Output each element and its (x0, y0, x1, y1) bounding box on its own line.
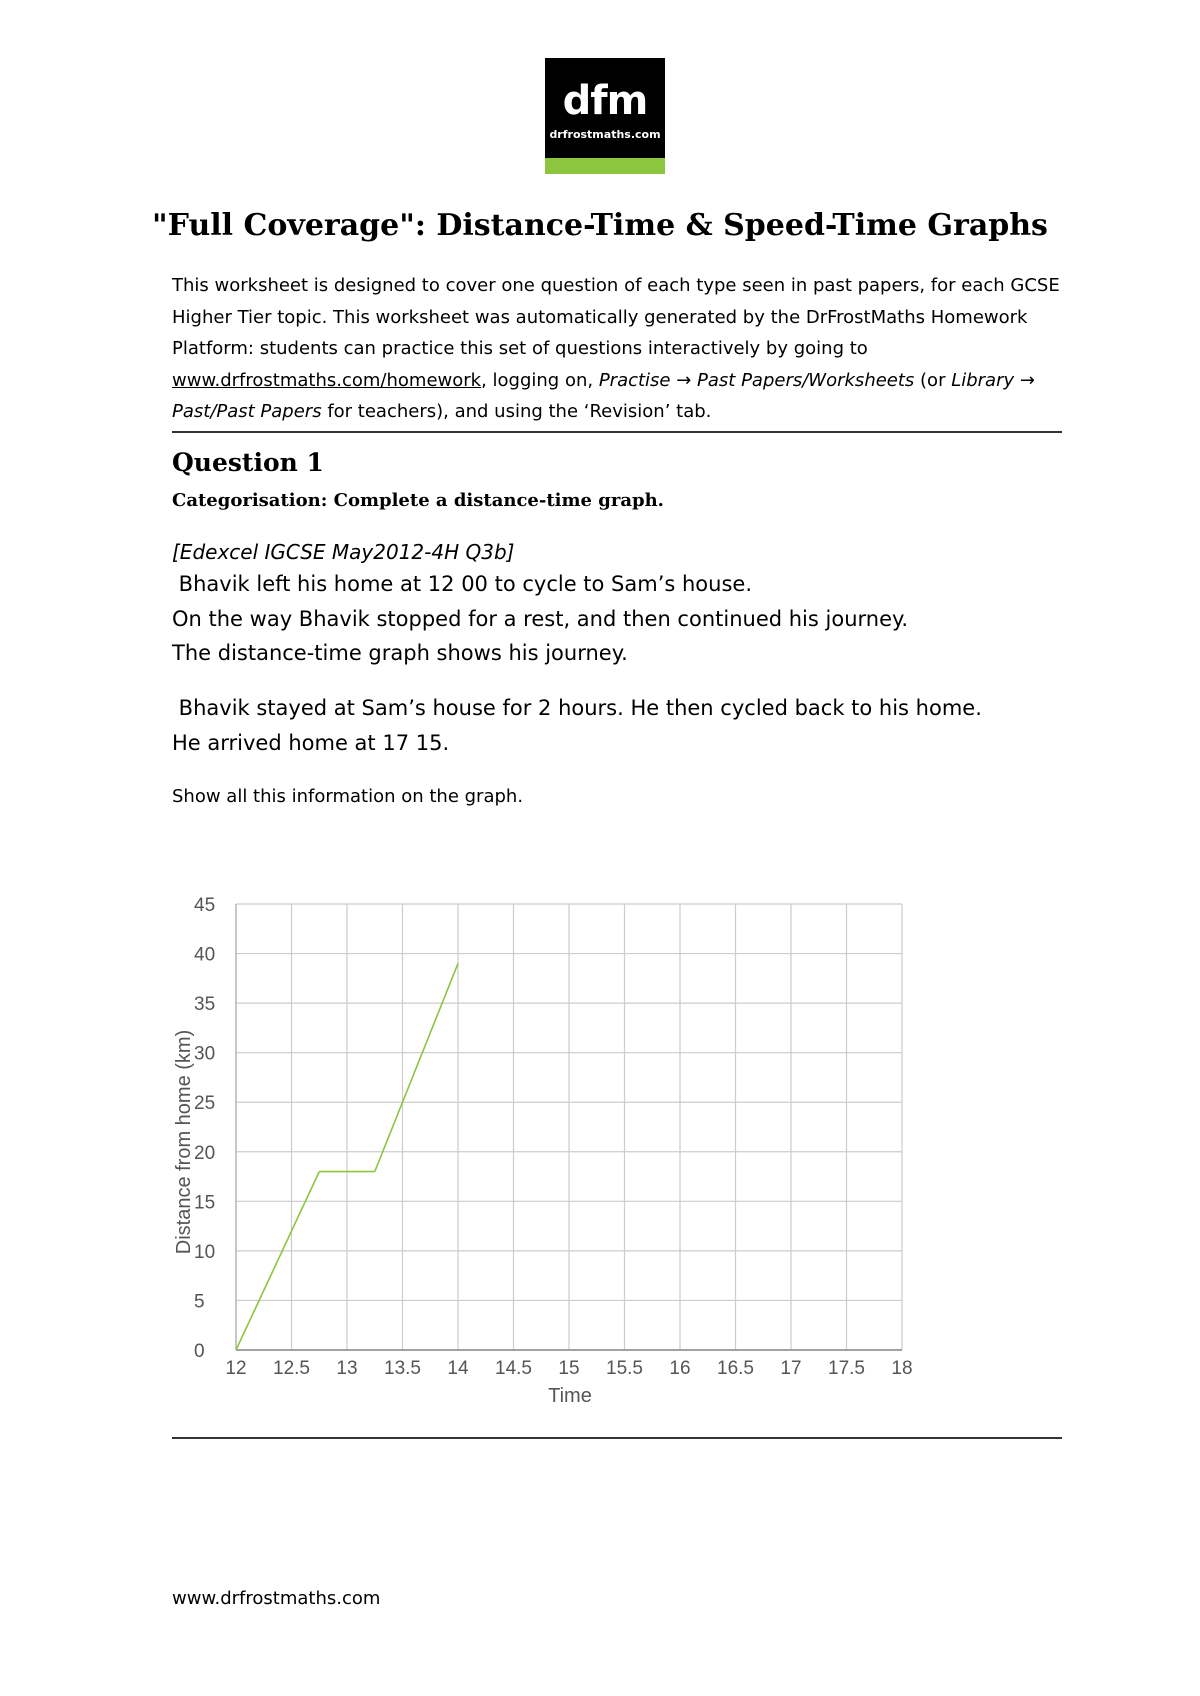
intro-text-4: for teachers), and using the ‘Revision’ tab. (321, 401, 712, 422)
intro-nav-practise: Practise → Past Papers/Worksheets (598, 369, 915, 391)
x-tick-label: 13 (336, 1358, 358, 1379)
series-segment (375, 963, 458, 1171)
y-tick-labels (194, 895, 215, 1362)
question-line: He arrived home at 17 15. (172, 730, 450, 755)
question-source: [Edexcel IGCSE May2012-4H Q3b] (172, 540, 515, 564)
intro-text-1: This worksheet is designed to cover one question of each type seen in past papers, for each GCSE Higher Tier topic. This worksheet was automatically generated by the DrFrostMaths Homework Platform: students can practice this set of questions interactively by going to (172, 275, 1060, 359)
x-tick-label: 15 (558, 1358, 580, 1379)
y-tick-label: 45 (194, 895, 216, 916)
question-line: The distance-time graph shows his journey. (172, 641, 628, 665)
y-tick-label: 5 (194, 1291, 205, 1313)
question-body-2 (172, 691, 982, 760)
x-tick-label: 14 (447, 1358, 469, 1379)
x-tick-label: 16 (669, 1358, 691, 1379)
question-line: Bhavik stayed at Sam’s house for 2 hours. He then cycled back to his home. (172, 696, 982, 720)
intro-text-2: , logging on, (481, 369, 599, 391)
x-tick-label: 17 (780, 1358, 802, 1379)
question-body-1 (172, 567, 908, 671)
y-tick-label: 20 (194, 1142, 216, 1164)
x-tick-labels (225, 1358, 912, 1379)
divider-bottom (172, 1437, 1062, 1439)
divider-top (172, 431, 1062, 433)
intro-nav-library: Library → Past/Past Papers (172, 369, 1035, 422)
y-tick-label: 35 (194, 994, 216, 1016)
chart-grid (236, 904, 902, 1350)
x-tick-label: 17.5 (828, 1358, 865, 1379)
logo-subtext: drfrostmaths.com (549, 128, 661, 141)
question-line: Bhavik left his home at 12 00 to cycle to Sam’s house. (172, 572, 753, 596)
x-tick-label: 13.5 (384, 1358, 421, 1379)
x-tick-label: 12.5 (273, 1358, 310, 1379)
logo-accent-bar (545, 158, 665, 174)
question-categorisation: Categorisation: Complete a distance-time graph. (172, 490, 664, 511)
question-line: On the way Bhavik stopped for a rest, and then continued his journey. (172, 606, 909, 631)
y-tick-label: 30 (194, 1043, 216, 1065)
footer-url: www.drfrostmaths.com (172, 1588, 381, 1609)
logo-text: dfm (562, 78, 648, 124)
intro-text-3: (or (914, 369, 952, 391)
page-title: "Full Coverage": Distance-Time & Speed-Time Graphs (152, 208, 1048, 243)
x-tick-label: 16.5 (717, 1358, 754, 1379)
question-heading: Question 1 (172, 448, 324, 477)
dfm-logo (545, 58, 665, 174)
x-tick-label: 18 (891, 1358, 913, 1379)
intro-paragraph (172, 270, 1072, 428)
x-tick-label: 14.5 (495, 1358, 532, 1379)
homework-link[interactable]: www.drfrostmaths.com/homework (172, 369, 482, 391)
y-tick-label: 25 (194, 1093, 216, 1115)
distance-time-graph (160, 880, 920, 1420)
y-axis-label: Distance from home (km) (173, 1029, 195, 1255)
y-tick-label: 10 (194, 1241, 216, 1263)
x-tick-label: 15.5 (606, 1358, 643, 1379)
series-segment (236, 1172, 319, 1350)
x-tick-label: 12 (225, 1358, 247, 1379)
question-instruction: Show all this information on the graph. (172, 786, 524, 807)
y-tick-label: 15 (194, 1192, 216, 1214)
y-tick-label: 40 (194, 944, 216, 966)
x-axis-label: Time (548, 1385, 592, 1407)
y-tick-label: 0 (194, 1341, 205, 1362)
